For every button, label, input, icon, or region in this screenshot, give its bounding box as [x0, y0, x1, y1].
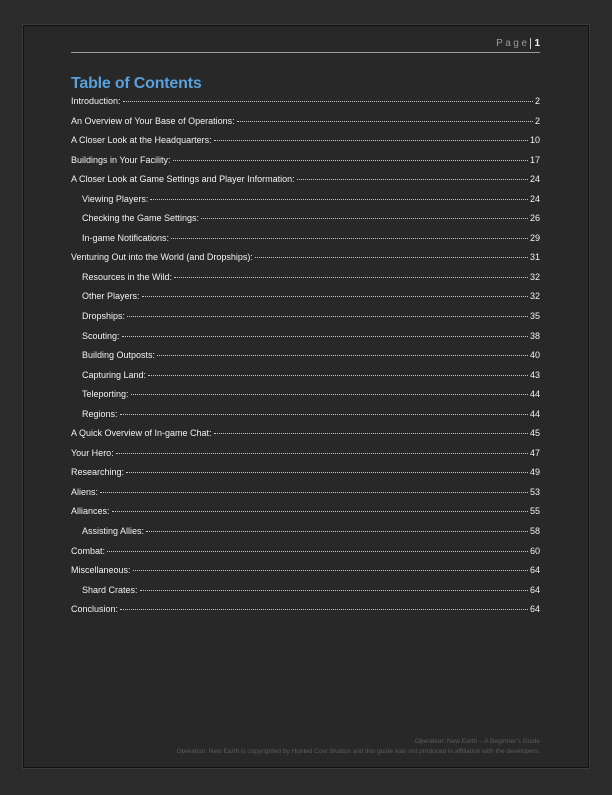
toc-entry-page: 40 [529, 350, 540, 361]
toc-entry[interactable] [71, 174, 540, 194]
toc-entry-page: 2 [534, 115, 540, 126]
toc-dot-leader [174, 277, 528, 278]
toc-entry-page: 26 [529, 213, 540, 224]
toc-entry[interactable] [71, 291, 540, 311]
footer-copyright: Operation: New Earth is copyrighted by Hunted Cow Studios and this guide was not produced in affiliation with the developers. [176, 748, 540, 755]
toc-entry[interactable] [71, 311, 540, 331]
document-page [23, 25, 589, 768]
toc-dot-leader [214, 140, 528, 141]
toc-entry-label: Buildings in Your Facility: [71, 154, 171, 165]
toc-dot-leader [100, 492, 528, 493]
toc-dot-leader [173, 160, 528, 161]
toc-entry-page: 55 [529, 506, 540, 517]
toc-entry-page: 45 [529, 428, 540, 439]
toc-entry[interactable] [71, 389, 540, 409]
toc-entry[interactable] [71, 546, 540, 566]
toc-entry-label: Dropships: [82, 311, 126, 322]
toc-entry[interactable] [71, 350, 540, 370]
toc-entry-page: 38 [529, 330, 540, 341]
page-header [71, 38, 540, 53]
toc-entry-label: Checking the Game Settings: [82, 213, 200, 224]
toc-entry-label: Miscellaneous: [71, 565, 131, 576]
toc-entry[interactable] [71, 370, 540, 390]
toc-dot-leader [201, 218, 528, 219]
toc-entry-page: 64 [529, 565, 540, 576]
toc-entry[interactable] [71, 213, 540, 233]
toc-entry[interactable] [71, 448, 540, 468]
toc-entry-label: Assisting Allies: [82, 526, 145, 537]
toc-dot-leader [131, 394, 528, 395]
toc-entry[interactable] [71, 331, 540, 351]
toc-entry[interactable] [71, 526, 540, 546]
toc-entry-page: 53 [529, 486, 540, 497]
toc-entry-page: 31 [529, 252, 540, 263]
toc-entry-label: Venturing Out into the World (and Dropships): [71, 252, 253, 263]
toc-entry-label: Shard Crates: [82, 584, 138, 595]
toc-dot-leader [146, 531, 528, 532]
toc-entry-label: In-game Notifications: [82, 232, 170, 243]
toc-entry-page: 32 [529, 291, 540, 302]
page-footer [177, 737, 540, 757]
toc-entry-page: 24 [529, 193, 540, 204]
toc-dot-leader [150, 199, 528, 200]
toc-entry-label: Researching: [71, 467, 125, 478]
toc-entry-label: Aliens: [71, 486, 99, 497]
toc-dot-leader [123, 101, 533, 102]
toc-entry-label: Teleporting: [82, 389, 129, 400]
toc-entry[interactable] [71, 252, 540, 272]
toc-entry[interactable] [71, 409, 540, 429]
toc-dot-leader [112, 511, 528, 512]
toc-dot-leader [297, 179, 528, 180]
toc-entry[interactable] [71, 467, 540, 487]
toc-dot-leader [255, 257, 528, 258]
toc-entry-label: A Closer Look at Game Settings and Player Information: [71, 174, 295, 185]
toc-entry[interactable] [71, 604, 540, 624]
toc-entry[interactable] [71, 194, 540, 214]
toc-entry-page: 47 [529, 447, 540, 458]
toc-entry-page: 32 [529, 271, 540, 282]
toc-entry-page: 17 [529, 154, 540, 165]
toc-dot-leader [140, 590, 528, 591]
toc-entry[interactable] [71, 155, 540, 175]
toc-entry[interactable] [71, 96, 540, 116]
toc-entry-page: 2 [534, 96, 540, 106]
toc-entry-page: 29 [529, 232, 540, 243]
toc-title: Table of Contents [71, 75, 202, 92]
page-number: 1 [530, 38, 540, 49]
toc-dot-leader [107, 551, 528, 552]
toc-entry-page: 35 [529, 311, 540, 322]
page-label: Page [496, 38, 530, 49]
toc-entry-label: Other Players: [82, 291, 140, 302]
toc-list [71, 96, 540, 624]
toc-dot-leader [127, 316, 528, 317]
toc-entry[interactable] [71, 506, 540, 526]
toc-dot-leader [120, 414, 528, 415]
toc-entry-page: 44 [529, 389, 540, 400]
toc-entry-label: Alliances: [71, 506, 110, 517]
toc-entry-page: 60 [529, 545, 540, 556]
toc-entry[interactable] [71, 585, 540, 605]
toc-entry-label: Combat: [71, 545, 106, 556]
footer-guide-title: Operation: New Earth – A Beginner’s Guide [414, 738, 540, 745]
toc-entry-page: 24 [529, 174, 540, 185]
toc-dot-leader [120, 609, 528, 610]
toc-entry[interactable] [71, 428, 540, 448]
toc-entry-label: Capturing Land: [82, 369, 147, 380]
toc-entry-label: Scouting: [82, 330, 120, 341]
toc-entry-page: 58 [529, 526, 540, 537]
toc-entry[interactable] [71, 487, 540, 507]
toc-entry-label: Regions: [82, 408, 118, 419]
toc-entry-label: Resources in the Wild: [82, 271, 173, 282]
toc-entry-label: A Closer Look at the Headquarters: [71, 135, 212, 146]
toc-entry-page: 49 [529, 467, 540, 478]
toc-entry-label: Viewing Players: [82, 193, 149, 204]
toc-dot-leader [133, 570, 528, 571]
toc-dot-leader [237, 121, 533, 122]
toc-entry-label: Conclusion: [71, 604, 119, 615]
toc-entry-label: Your Hero: [71, 447, 114, 458]
toc-entry-page: 64 [529, 584, 540, 595]
toc-entry[interactable] [71, 233, 540, 253]
toc-entry[interactable] [71, 116, 540, 136]
toc-entry[interactable] [71, 135, 540, 155]
toc-dot-leader [142, 296, 528, 297]
toc-entry-label: Introduction: [71, 96, 121, 106]
toc-dot-leader [126, 472, 528, 473]
toc-dot-leader [116, 453, 528, 454]
toc-entry[interactable] [71, 565, 540, 585]
toc-dot-leader [148, 375, 528, 376]
toc-dot-leader [214, 433, 528, 434]
toc-entry-page: 64 [529, 604, 540, 615]
toc-entry-page: 43 [529, 369, 540, 380]
toc-entry-label: An Overview of Your Base of Operations: [71, 115, 235, 126]
toc-dot-leader [171, 238, 528, 239]
toc-entry-label: A Quick Overview of In-game Chat: [71, 428, 212, 439]
toc-dot-leader [157, 355, 528, 356]
toc-entry-page: 44 [529, 408, 540, 419]
toc-entry-label: Building Outposts: [82, 350, 156, 361]
toc-entry[interactable] [71, 272, 540, 292]
toc-entry-page: 10 [529, 135, 540, 146]
toc-dot-leader [122, 336, 528, 337]
